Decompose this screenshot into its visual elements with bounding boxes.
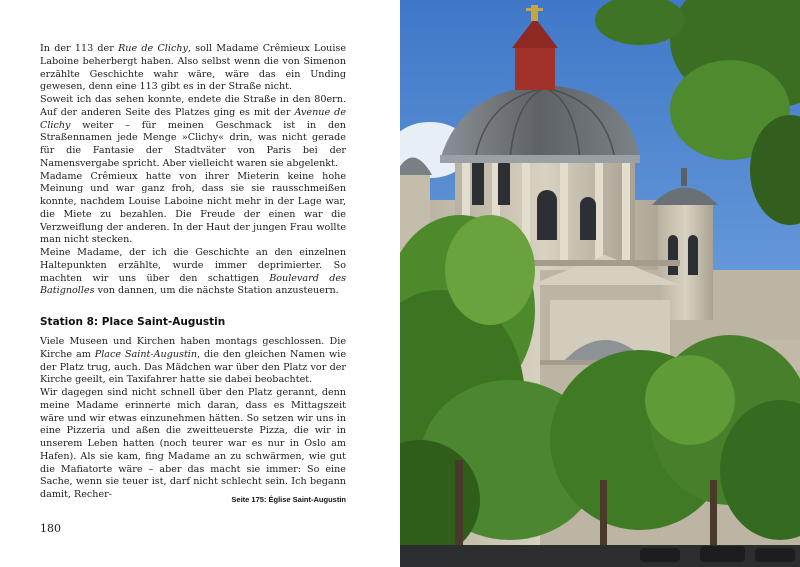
photo-caption: Seite 175: Église Saint-Augustin <box>231 495 346 504</box>
paragraph: Wir dagegen sind nicht schnell über den Platz gerannt, denn meine Madame erinnerte mich daran, dass es Mittagszeit wäre und wir etwas einzunehmen hätten. So setzen wir uns in eine Pizzeria und aßen die zweitteuerste Pizza, die wir in unserem Leben hatten (noch teurer war es nur in Oslo am Hafen). Als sie kam, fing Madame an zu schwärmen, wie gut die Mafiatorte wäre – aber das macht sie immer: So eine Sache, wenn sie teuer ist, darf nicht schlecht sein. Ich begann damit, Recher- <box>40 387 346 500</box>
parked-cars <box>640 546 795 562</box>
page-number: 180 <box>40 522 61 535</box>
station-heading: Station 8: Place Saint-Augustin <box>40 316 226 328</box>
paragraph: Meine Madame, der ich die Geschichte an den einzelnen Haltepunkten erzählte, wurde immer deprimierter. So machten wir uns über den schattigen Boulevard des Batignolles von dannen, um die nächste Station anzusteuern. <box>40 247 347 297</box>
paragraph: Soweit ich das sehen konnte, endete die Straße in den 80ern. Auf der anderen Seite des Platzes ging es mit der Avenue de Clichy weiter – für meinen Geschmack ist in den Straßennamen jede Menge »Clichy« drin, was nicht gerade für die Fantasie der Stadtväter von Paris bei der Namensvergabe spricht. Aber vielleicht waren sie abgelenkt. <box>40 94 346 169</box>
church-dome-photo <box>400 0 800 567</box>
paragraph: In der 113 der Rue de Clichy, soll Madame Crêmieux Louise Laboine beherbergt haben. Also selbst wenn die von Simenon erzählte Geschichte wahr wäre, wäre das ein Unding gewesen, denn eine 113 gibt es in der Straße nicht. <box>40 43 346 93</box>
photo-page <box>400 0 800 567</box>
body-text <box>40 43 346 502</box>
paragraph: Madame Crêmieux hatte von ihrer Mieterin keine hohe Meinung und war ganz froh, dass sie sie rausschmeißen konnte, nachdem Louise Laboine nicht mehr in der Lage war, die Miete zu bezahlen. Die Freude der einen war die Verzweiflung der anderen. In der Haut der jungen Frau wollte man nicht stecken. <box>40 170 346 246</box>
paragraph: Viele Museen und Kirchen haben montags geschlossen. Die Kirche am Place Saint-Augustin, die den gleichen Namen wie der Platz trug, auch. Das Mädchen war über den Platz vor der Kirche geeilt, ein Taxifahrer hatte sie dabei beobachtet. <box>40 336 347 386</box>
